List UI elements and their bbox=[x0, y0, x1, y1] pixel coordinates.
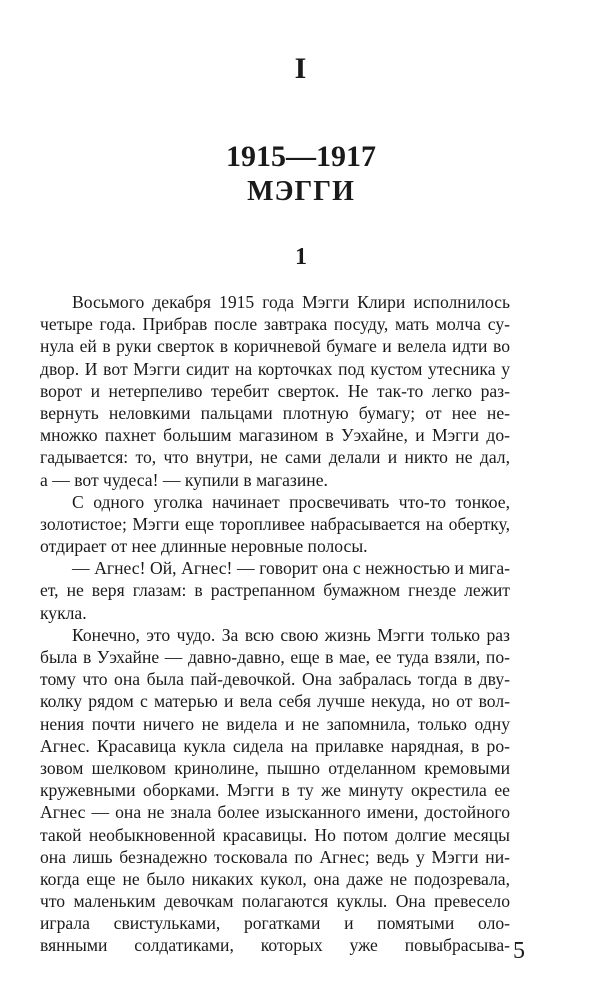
text-line: кружевными оборками. Мэгги в ту же минуту окрестила ее bbox=[40, 780, 510, 801]
text-line: тому что она была пай-девочкой. Она забралась тогда в дву- bbox=[40, 669, 510, 690]
text-line: была в Уэхайне — давно-давно, еще в мае, ее туда взяли, по- bbox=[40, 647, 510, 667]
body-text bbox=[40, 291, 510, 957]
text-line: когда еще не было никаких кукол, она даже не подозревала, bbox=[40, 868, 510, 889]
text-line: играла свистульками, рогатками и помятыми оло- bbox=[40, 913, 510, 934]
text-line: Восьмого декабря 1915 года Мэгги Клири исполнилось bbox=[72, 292, 510, 312]
text-line: она лишь безнадежно тосковала по Агнес; ведь у Мэгги ни- bbox=[40, 846, 510, 867]
text-line: такой необыкновенной красавицы. Но потом долгие месяцы bbox=[40, 824, 510, 845]
text-line: ет, не веря глазам: в растрепанном бумажном гнезде лежит bbox=[40, 580, 510, 601]
text-line: Агнес. Красавица кукла сидела на прилавке нарядная, в ро- bbox=[40, 735, 510, 756]
text-line: нула ей в руки сверток в коричневой бумаге и велела идти во bbox=[40, 336, 510, 357]
text-line: Агнес — она не знала более изысканного имени, достойного bbox=[40, 802, 510, 823]
text-line: С одного уголка начинает просвечивать что-то тонкое, bbox=[72, 491, 510, 512]
text-line: вернуть неловкими пальцами плотную бумагу; от нее не- bbox=[40, 402, 510, 423]
text-line: четыре года. Прибрав после завтрака посуду, мать молча су- bbox=[40, 314, 510, 335]
text-line: нения почти ничего не видела и не запомнила, только одну bbox=[40, 713, 510, 734]
text-line: что маленьким девочкам полагаются куклы. Она превесело bbox=[40, 891, 510, 912]
text-line: — Агнес! Ой, Агнес! — говорит она с нежностью и мига- bbox=[72, 558, 510, 579]
chapter-number: 1 bbox=[295, 244, 307, 270]
text-line: золотистое; Мэгги еще торопливее набрасывается на обертку, bbox=[40, 513, 510, 534]
text-line: множко пахнет большим магазином в Уэхайне, и Мэгги до- bbox=[40, 425, 510, 446]
part-number: I bbox=[294, 52, 308, 85]
text-line: ворот и нетерпеливо теребит сверток. Не так-то легко раз- bbox=[40, 380, 510, 401]
text-line: а — вот чудеса! — купили в магазине. bbox=[40, 469, 328, 490]
text-line: отдирает от нее длинные неровные полосы. bbox=[40, 536, 368, 557]
section-years: 1915—1917 bbox=[226, 140, 376, 173]
text-line: Конечно, это чудо. За всю свою жизнь Мэгги только раз bbox=[72, 624, 510, 645]
text-line: колку рядом с матерью и вела себя лучше некуда, но от вол- bbox=[40, 691, 510, 712]
text-line: кукла. bbox=[40, 602, 87, 623]
text-line: зовом шелковом кринолине, пышно отделанном кремовыми bbox=[40, 757, 510, 778]
text-line: двор. И вот Мэгги сидит на корточках под кустом утесника у bbox=[40, 358, 510, 379]
text-line: вянными солдатиками, которых уже повыбрасыва- bbox=[40, 935, 510, 956]
text-line: гадывается: то, что внутри, не сами делали и никто не дал, bbox=[40, 447, 510, 468]
page-number: 5 bbox=[513, 938, 525, 964]
section-title: МЭГГИ bbox=[247, 176, 355, 207]
